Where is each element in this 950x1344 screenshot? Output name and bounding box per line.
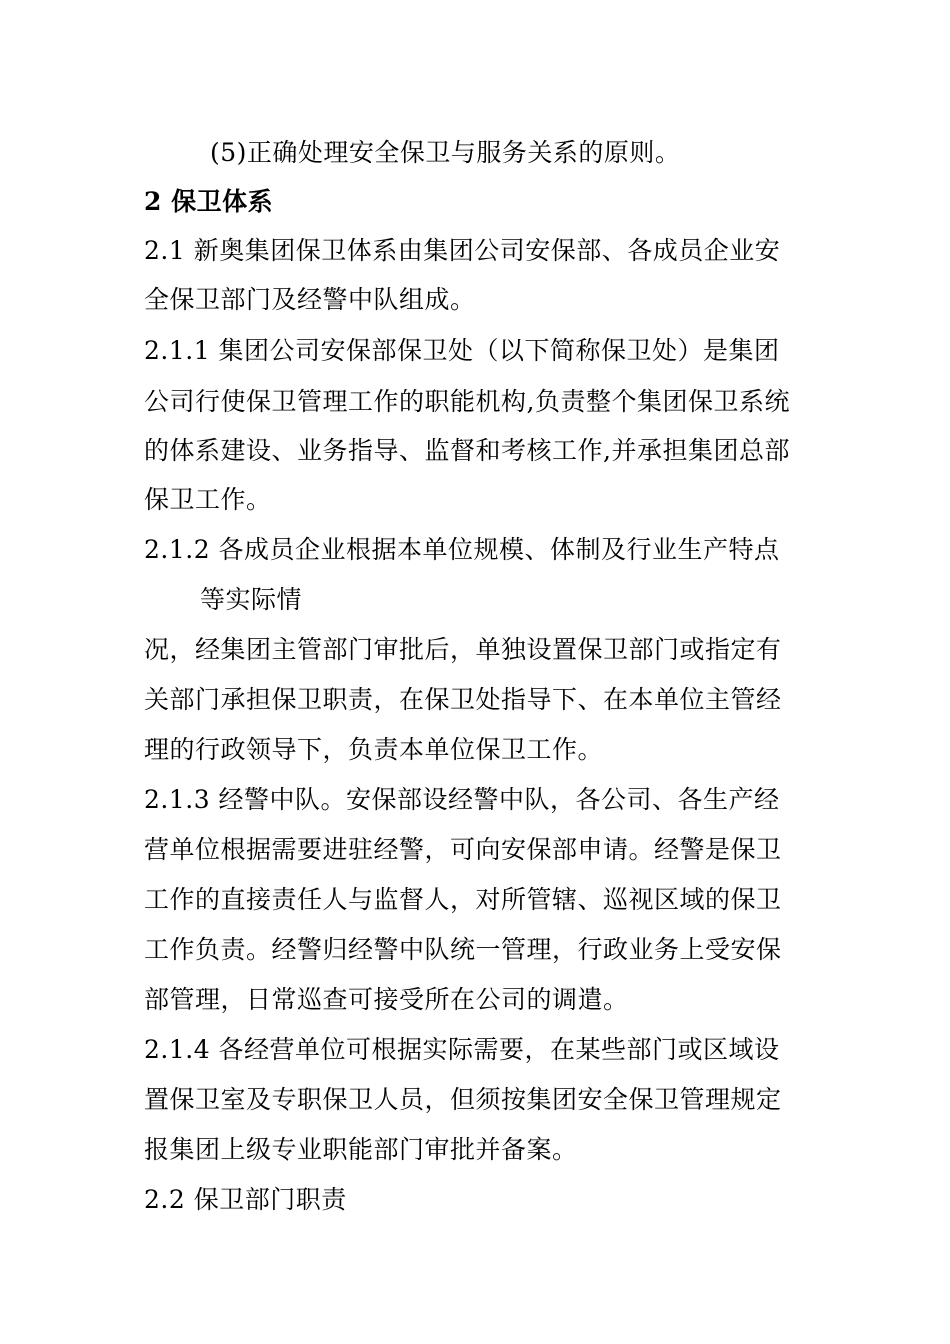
paragraph-2-1-4-line-2: 置保卫室及专职保卫人员，但须按集团安全保卫管理规定 bbox=[144, 1085, 782, 1114]
paragraph-2-1-2-line-4: 关部门承担保卫职责，在保卫处指导下、在本单位主管经 bbox=[144, 685, 782, 714]
list-item-principle-5: (5)正确处理安全保卫与服务关系的原则。 bbox=[210, 138, 681, 167]
paragraph-2-1-1-line-3: 的体系建设、业务指导、监督和考核工作,并承担集团总部 bbox=[144, 436, 790, 465]
paragraph-2-1-3-line-5: 部管理，日常巡查可接受所在公司的调遣。 bbox=[144, 985, 629, 1014]
paragraph-2-1-2-line-2: 等实际情 bbox=[200, 585, 303, 614]
section-heading-2: 2 保卫体系 bbox=[144, 187, 274, 216]
paragraph-2-1-line-1: 2.1 新奥集团保卫体系由集团公司安保部、各成员企业安 bbox=[144, 236, 781, 265]
paragraph-2-1-3-line-2: 营单位根据需要进驻经警，可向安保部申请。经警是保卫 bbox=[144, 835, 782, 864]
section-heading-2-2: 2.2 保卫部门职责 bbox=[144, 1185, 347, 1214]
paragraph-2-1-2-line-3: 况，经集团主管部门审批后，单独设置保卫部门或指定有 bbox=[144, 635, 782, 664]
paragraph-2-1-3-line-3: 工作的直接责任人与监督人，对所管辖、巡视区域的保卫 bbox=[144, 885, 782, 914]
paragraph-2-1-line-2: 全保卫部门及经警中队组成。 bbox=[144, 285, 476, 314]
paragraph-2-1-1-line-2: 公司行使保卫管理工作的职能机构,负责整个集团保卫系统 bbox=[144, 387, 790, 416]
paragraph-2-1-2-line-5: 理的行政领导下，负责本单位保卫工作。 bbox=[144, 735, 604, 764]
paragraph-2-1-1-line-4: 保卫工作。 bbox=[144, 485, 272, 514]
paragraph-2-1-3-line-1: 2.1.3 经警中队。安保部设经警中队，各公司、各生产经 bbox=[144, 785, 780, 814]
paragraph-2-1-4-line-1: 2.1.4 各经营单位可根据实际需要，在某些部门或区域设 bbox=[144, 1035, 780, 1064]
paragraph-2-1-3-line-4: 工作负责。经警归经警中队统一管理，行政业务上受安保 bbox=[144, 935, 782, 964]
paragraph-2-1-1-line-1: 2.1.1 集团公司安保部保卫处（以下简称保卫处）是集团 bbox=[144, 336, 780, 365]
paragraph-2-1-2-line-1: 2.1.2 各成员企业根据本单位规模、体制及行业生产特点 bbox=[144, 535, 780, 564]
paragraph-2-1-4-line-3: 报集团上级专业职能部门审批并备案。 bbox=[144, 1135, 578, 1164]
